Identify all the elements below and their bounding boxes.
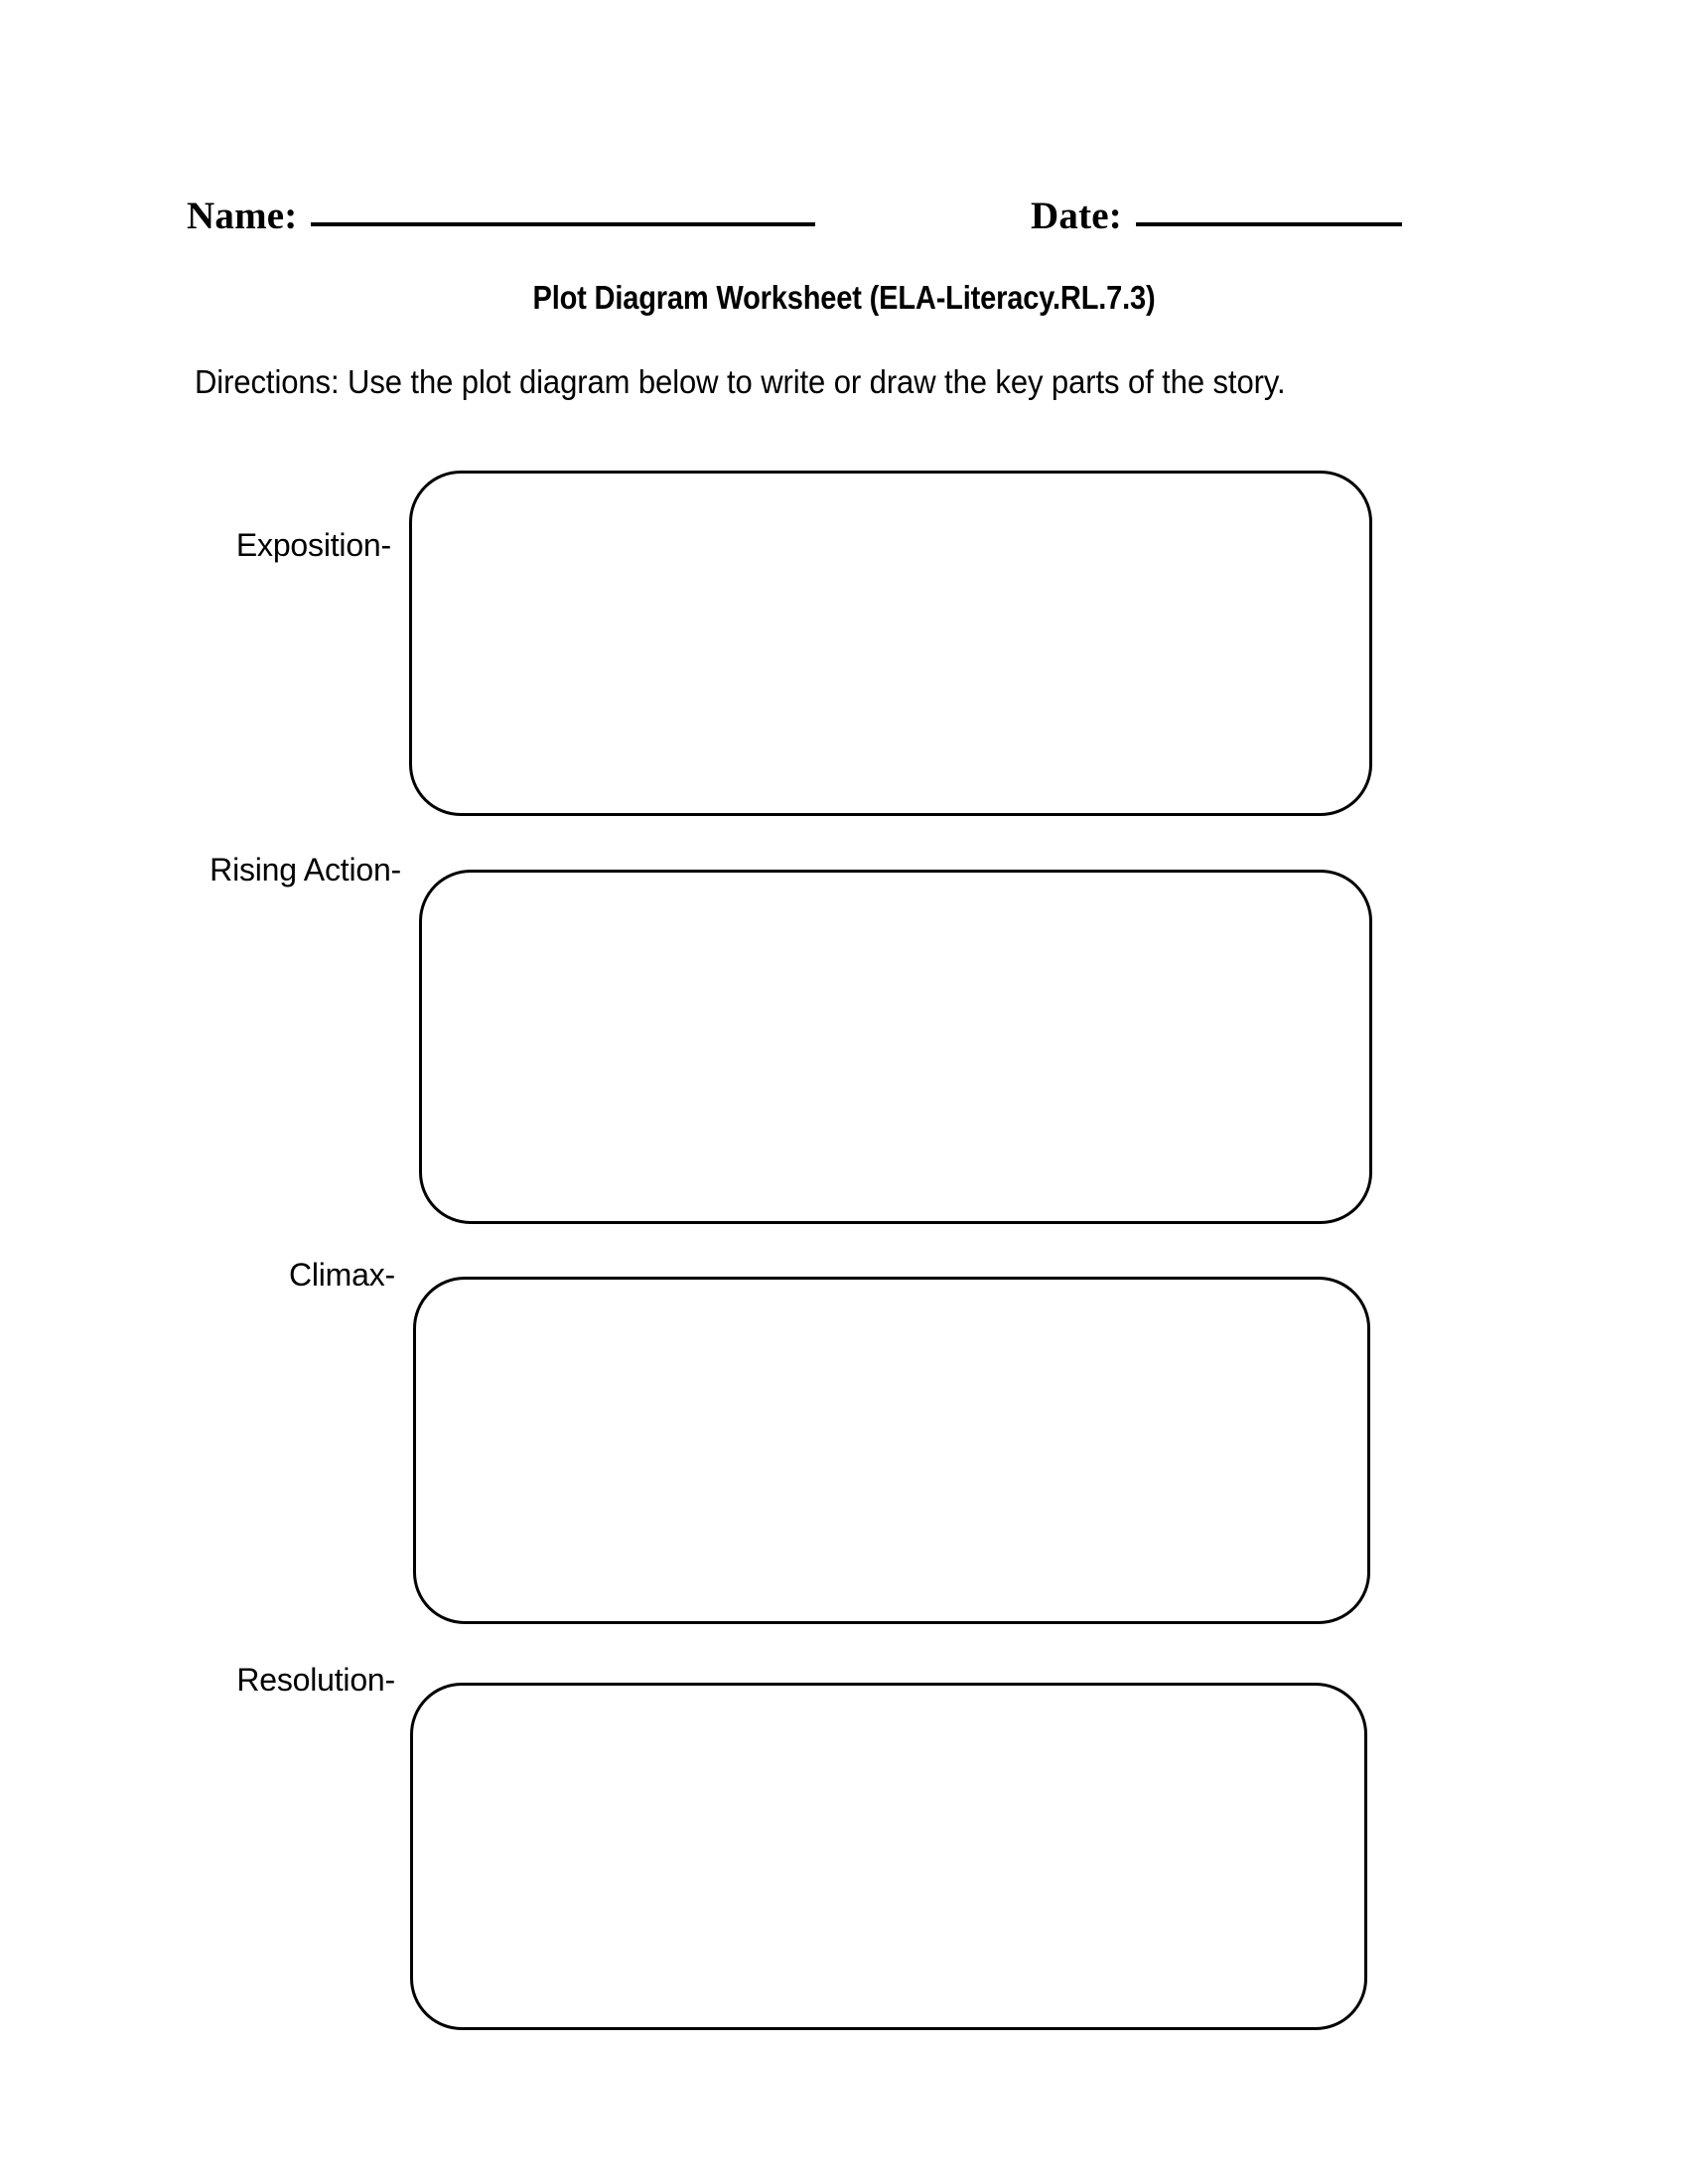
- plot-box-climax[interactable]: [413, 1277, 1370, 1624]
- date-label: Date:: [1031, 195, 1122, 237]
- plot-label-rising-action: Rising Action-: [210, 852, 401, 887]
- page-title: Plot Diagram Worksheet (ELA-Literacy.RL.7.3): [532, 279, 1156, 316]
- plot-label-climax: Climax-: [288, 1257, 395, 1293]
- plot-box-exposition[interactable]: [409, 471, 1372, 816]
- plot-box-resolution[interactable]: [410, 1683, 1367, 2030]
- plot-label-exposition: Exposition-: [235, 527, 391, 563]
- plot-label-resolution: Resolution-: [236, 1662, 395, 1698]
- directions-text: Directions: Use the plot diagram below to write or draw the key parts of the story.: [195, 363, 1286, 400]
- plot-box-rising-action[interactable]: [419, 870, 1372, 1224]
- name-label: Name:: [187, 195, 298, 237]
